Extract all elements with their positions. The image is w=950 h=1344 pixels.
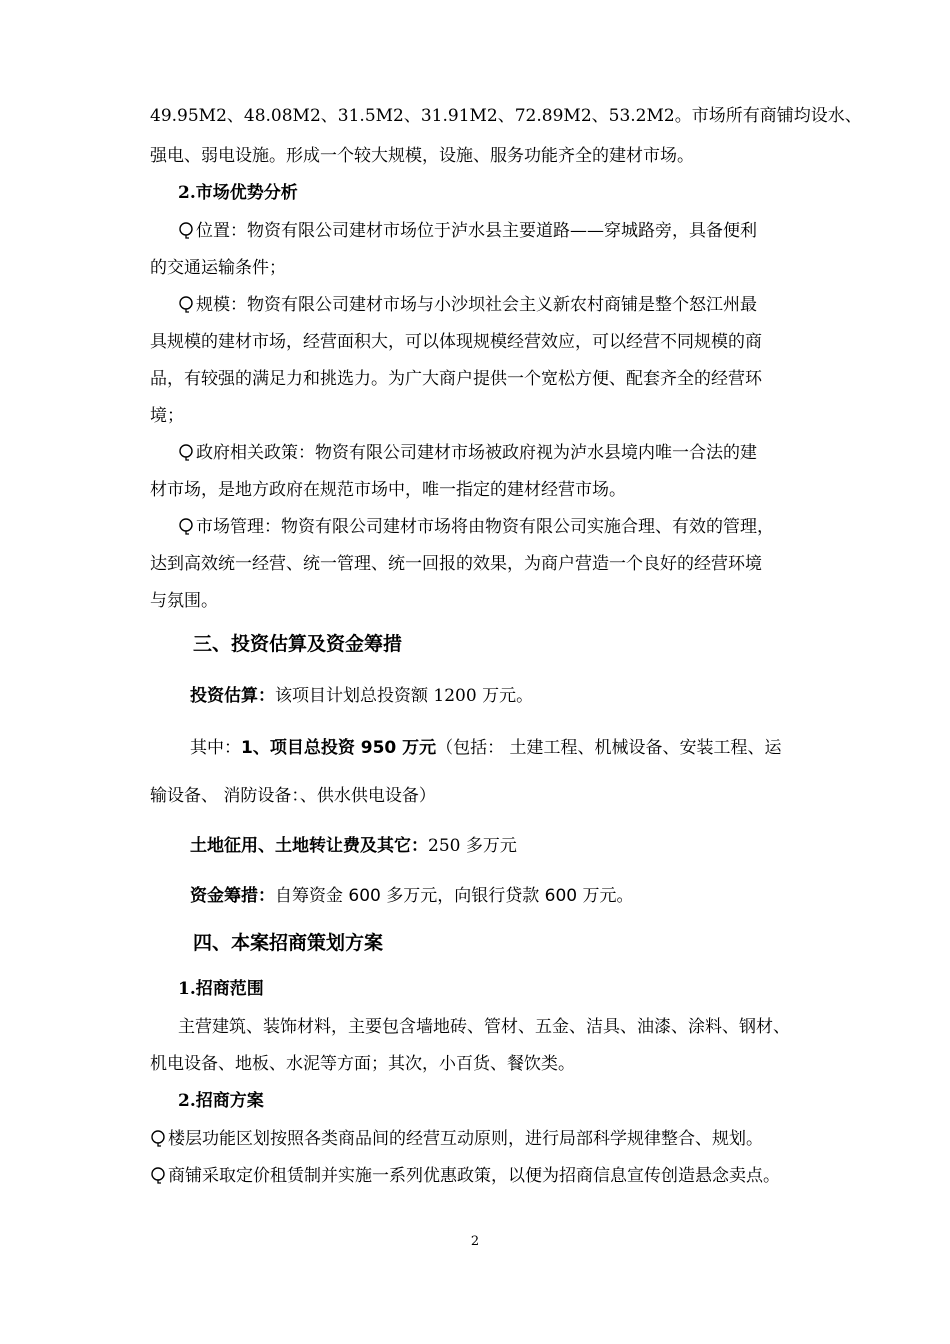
map-pin-bullet-icon	[178, 221, 195, 239]
map-pin-bullet-icon	[150, 1166, 167, 1184]
bullet-paragraph: 规模：物资有限公司建材市场与小沙坝社会主义新农村商铺是整个怒江州最	[178, 292, 757, 318]
text-line: 主营建筑、装饰材料，主要包含墙地砖、管材、五金、洁具、油漆、涂料、钢材、	[178, 1017, 790, 1037]
text-line: 品，有较强的满足力和挑选力。为广大商户提供一个宽松方便、配套齐全的经营环	[150, 369, 762, 389]
map-pin-bullet-icon	[150, 1129, 167, 1147]
map-pin-bullet-icon	[178, 295, 195, 313]
text-line: 输设备、 消防设备：、供水供电设备）	[150, 786, 436, 806]
page-number: 2	[470, 1234, 480, 1249]
chapter-heading: 三、投资估算及资金筹措	[193, 633, 403, 655]
text-line: 具规模的建材市场，经营面积大，可以体现规模经营效应，可以经营不同规模的商	[150, 332, 762, 352]
bullet-paragraph: 商铺采取定价租赁制并实施一系列优惠政策，以便为招商信息宣传创造悬念卖点。	[150, 1163, 780, 1189]
text-line: 49.95M2、48.08M2、31.5M2、31.91M2、72.89M2、53.2M2。市场所有商铺均设水、	[150, 106, 862, 126]
text-line: 境；	[150, 406, 184, 426]
text-line: 资金筹措：自筹资金 600 多万元，向银行贷款 600 万元。	[190, 886, 634, 906]
section-heading: 2.招商方案	[178, 1091, 264, 1111]
section-heading: 1.招商范围	[178, 979, 264, 999]
section-heading: 2.市场优势分析	[178, 183, 298, 203]
bullet-paragraph: 楼层功能区划按照各类商品间的经营互动原则，进行局部科学规律整合、规划。	[150, 1126, 763, 1152]
chapter-heading: 四、本案招商策划方案	[193, 932, 384, 954]
bullet-paragraph: 政府相关政策：物资有限公司建材市场被政府视为泸水县境内唯一合法的建	[178, 440, 757, 466]
text-line: 机电设备、地板、水泥等方面；其次，小百货、餐饮类。	[150, 1054, 575, 1074]
text-line: 强电、弱电设施。形成一个较大规模，设施、服务功能齐全的建材市场。	[150, 146, 694, 166]
text-line: 土地征用、土地转让费及其它：250 多万元	[190, 836, 517, 856]
text-line: 材市场，是地方政府在规范市场中，唯一指定的建材经营市场。	[150, 480, 626, 500]
text-line: 其中：1、项目总投资 950 万元（包括： 土建工程、机械设备、安装工程、运	[190, 738, 782, 758]
map-pin-bullet-icon	[178, 517, 195, 535]
bullet-paragraph: 位置：物资有限公司建材市场位于泸水县主要道路——穿城路旁，具备便利	[178, 218, 757, 244]
text-line: 投资估算：该项目计划总投资额 1200 万元。	[190, 686, 534, 706]
map-pin-bullet-icon	[178, 443, 195, 461]
text-line: 达到高效统一经营、统一管理、统一回报的效果，为商户营造一个良好的经营环境	[150, 554, 762, 574]
text-line: 与氛围。	[150, 591, 218, 611]
text-line: 的交通运输条件；	[150, 258, 286, 278]
bullet-paragraph: 市场管理：物资有限公司建材市场将由物资有限公司实施合理、有效的管理，	[178, 514, 774, 540]
